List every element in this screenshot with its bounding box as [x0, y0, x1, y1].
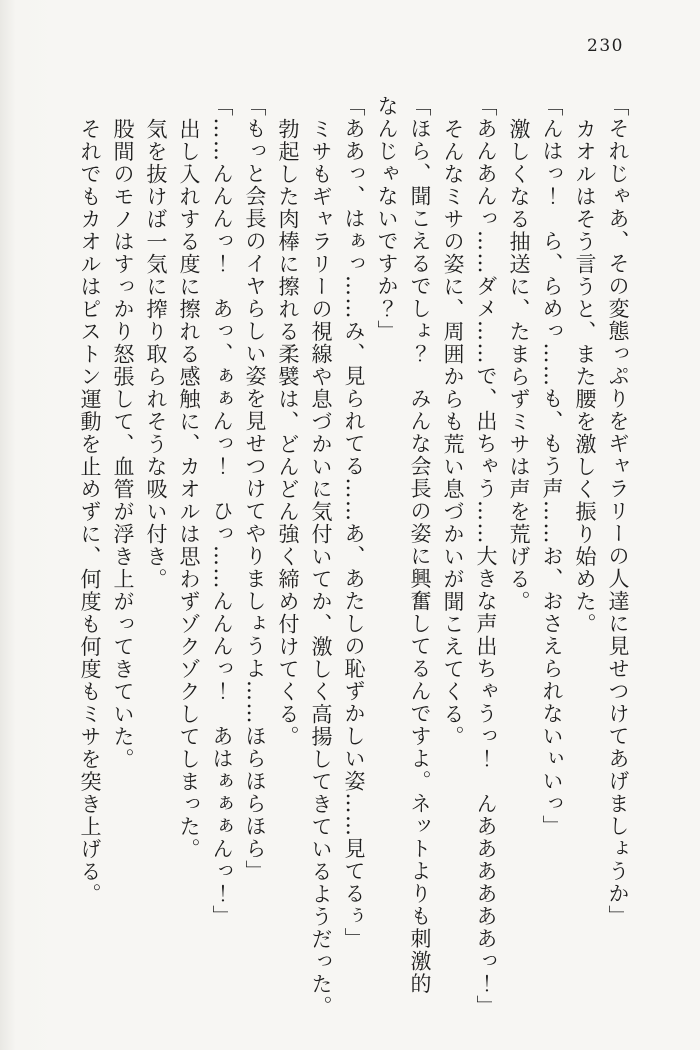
text-line: 気を抜けば一気に搾り取られそうな吸い付き。: [144, 117, 168, 590]
text-line: なんじゃないですか？」: [375, 95, 399, 343]
text-line: 「あんあんっ……ダメ……で、出ちゃう……大きな声出ちゃうっ！ んああああああっ！」: [474, 95, 498, 1018]
text-line: 「それじゃあ、その変態っぷりをギャラリーの人達に見せつけてあげましょうか」: [606, 95, 630, 928]
text-line: 「ああっ、はぁっ……み、見られてる……あ、あたしの恥ずかしい姿……見てるぅ」: [342, 95, 366, 950]
text-line: それでもカオルはピストン運動を止めずに、何度も何度もミサを突き上げる。: [78, 117, 102, 905]
text-line: ミサもギャラリーの視線や息づかいに気付いてか、激しく高揚してきているようだった。: [309, 117, 333, 1018]
text-line: 股間のモノはすっかり怒張して、血管が浮き上がってきていた。: [111, 117, 135, 770]
text-line: 「ほら、聞こえるでしょ？ みんな会長の姿に興奮してるんですよ。ネットよりも刺激的: [408, 95, 432, 995]
text-line: 「……んんんっ！ あっ、ぁぁんっ！ ひっ……んんんっ！ あはぁぁぁんっ！」: [210, 95, 234, 928]
text-line: 「んはっ！ ら、らめっ……も、もう声……お、おさえられないぃいっ」: [540, 95, 564, 838]
text-line: 「もっと会長のイヤらしい姿を見せつけてやりましょうよ……ほらほらほら」: [243, 95, 267, 883]
text-columns: [73, 95, 634, 1030]
text-line: 出し入れする度に擦れる感触に、カオルは思わずゾクゾクしてしまった。: [177, 117, 201, 860]
text-line: 勃起した肉棒に擦れる柔襞は、どんどん強く締め付けてくる。: [276, 117, 300, 748]
page-number: 230: [587, 36, 624, 56]
text-line: カオルはそう言うと、また腰を激しく振り始めた。: [573, 117, 597, 635]
text-line: 激しくなる抽送に、たまらずミサは声を荒げる。: [507, 117, 531, 613]
text-line: そんなミサの姿に、周囲からも荒い息づかいが聞こえてくる。: [441, 117, 465, 748]
